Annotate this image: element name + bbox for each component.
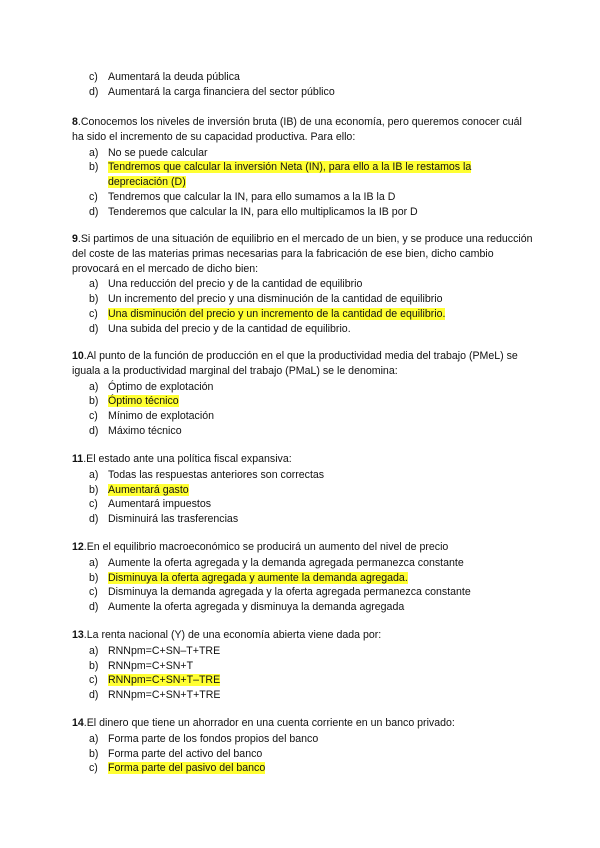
option-text: Forma parte de los fondos propios del banco xyxy=(108,732,319,745)
option-c: c) Tendremos que calcular la IN, para ello sumamos a la IB la D xyxy=(89,190,396,203)
option-c: c) Mínimo de explotación xyxy=(89,410,214,423)
option-text: RNNpm=C+SN+T+TRE xyxy=(108,689,221,702)
question-stem: 9.Si partimos de una situación de equilibrio en el mercado de un bien, y se produce una reducción del coste de las materias primas necesarias para la fabricación de ese bien, dicho cambio provocará en el mercado de dicho bien: xyxy=(72,233,533,275)
option-a: a) Una reducción del precio y de la cantidad de equilibrio xyxy=(89,278,363,291)
option-c: c) Aumentará la deuda pública xyxy=(89,71,240,83)
question-stem: 13.La renta nacional (Y) de una economía abierta viene dada por: xyxy=(72,629,382,641)
question-number: 12 xyxy=(72,541,84,553)
question-10 xyxy=(72,349,534,439)
question-7-continued xyxy=(72,70,534,100)
option-a: a) Aumente la oferta agregada y la demanda agregada permanezca constante xyxy=(89,556,464,569)
option-text: Tenderemos que calcular la IN, para ello multiplicamos la IB por D xyxy=(108,205,418,218)
option-d: d) RNNpm=C+SN+T+TRE xyxy=(89,689,221,702)
option-b: b) Disminuya la oferta agregada y aumente la demanda agregada. xyxy=(89,571,408,584)
options-list xyxy=(72,380,534,439)
option-b: b) Forma parte del activo del banco xyxy=(89,747,263,760)
option-c: c) RNNpm=C+SN+T–TRE xyxy=(89,674,221,687)
option-b: b) Tendremos que calcular la inversión Neta (IN), para ello a la IB le restamos la depreciación (D) xyxy=(89,161,472,189)
option-text-highlighted: Disminuya la oferta agregada y aumente la demanda agregada. xyxy=(108,571,408,584)
question-number: 9 xyxy=(72,233,78,245)
question-number: 10 xyxy=(72,350,84,362)
options-list xyxy=(72,468,534,527)
option-text: Aumente la oferta agregada y disminuya la demanda agregada xyxy=(108,601,405,614)
options-list xyxy=(72,277,534,336)
option-text: RNNpm=C+SN+T xyxy=(108,659,194,672)
option-text: Mínimo de explotación xyxy=(108,410,214,423)
question-number: 14 xyxy=(72,717,84,729)
option-text-highlighted: Una disminución del precio y un incremento de la cantidad de equilibrio. xyxy=(108,307,446,320)
option-text: Aumentará la carga financiera del sector público xyxy=(108,85,335,98)
option-a: a) RNNpm=C+SN–T+TRE xyxy=(89,644,221,657)
option-text: Una subida del precio y de la cantidad de equilibrio. xyxy=(108,322,351,335)
options-list xyxy=(72,644,534,703)
option-d: d) Aumentará la carga financiera del sector público xyxy=(89,85,335,98)
option-text: No se puede calcular xyxy=(108,146,208,159)
option-text: Aumentará impuestos xyxy=(108,498,212,511)
option-b: b) Un incremento del precio y una disminución de la cantidad de equilibrio xyxy=(89,293,443,306)
question-13 xyxy=(72,628,534,703)
options-list xyxy=(72,70,534,100)
option-text-highlighted: Óptimo técnico xyxy=(108,395,179,408)
option-c: c) Aumentará impuestos xyxy=(89,498,212,511)
question-number: 11 xyxy=(72,453,84,465)
option-c: c) Una disminución del precio y un incremento de la cantidad de equilibrio. xyxy=(89,307,446,320)
question-stem: 8.Conocemos los niveles de inversión bruta (IB) de una economía, pero queremos conocer cuál ha sido el incremento de su capacidad productiva. Para ello: xyxy=(72,116,522,143)
option-b: b) Aumentará gasto xyxy=(89,483,189,496)
option-text-highlighted: Aumentará gasto xyxy=(108,483,189,496)
option-text: Máximo técnico xyxy=(108,424,182,437)
option-a: a) No se puede calcular xyxy=(89,146,208,159)
question-11 xyxy=(72,452,534,527)
option-text-highlighted: Tendremos que calcular la inversión Neta (IN), para ello a la IB le restamos la depreciación (D) xyxy=(108,161,472,189)
question-number: 8 xyxy=(72,116,78,128)
option-text: Tendremos que calcular la IN, para ello sumamos a la IB la D xyxy=(108,190,396,203)
option-text: Óptimo de explotación xyxy=(108,380,214,393)
question-stem: 10.Al punto de la función de producción en el que la productividad media del trabajo (PMeL) se iguala a la productividad marginal del trabajo (PMaL) se le denomina: xyxy=(72,350,518,377)
option-text-highlighted: Forma parte del pasivo del banco xyxy=(108,762,266,775)
option-d: d) Aumente la oferta agregada y disminuya la demanda agregada xyxy=(89,601,405,614)
option-d: d) Disminuirá las trasferencias xyxy=(89,513,239,526)
question-8 xyxy=(72,115,534,220)
options-list xyxy=(72,732,534,776)
question-stem: 12.En el equilibrio macroeconómico se producirá un aumento del nivel de precio xyxy=(72,541,449,553)
option-a: a) Óptimo de explotación xyxy=(89,380,214,393)
options-list xyxy=(72,146,534,220)
option-text: Disminuirá las trasferencias xyxy=(108,513,239,526)
option-d: d) Tenderemos que calcular la IN, para ello multiplicamos la IB por D xyxy=(89,205,418,218)
question-stem: 14.El dinero que tiene un ahorrador en una cuenta corriente en un banco privado: xyxy=(72,717,455,729)
question-9 xyxy=(72,232,534,337)
option-text: Un incremento del precio y una disminución de la cantidad de equilibrio xyxy=(108,293,443,306)
option-text: Forma parte del activo del banco xyxy=(108,747,263,760)
option-a: a) Forma parte de los fondos propios del banco xyxy=(89,732,319,745)
option-text: RNNpm=C+SN–T+TRE xyxy=(108,644,221,657)
option-text: Disminuya la demanda agregada y la oferta agregada permanezca constante xyxy=(108,586,471,599)
question-stem: 11.El estado ante una política fiscal expansiva: xyxy=(72,453,292,465)
option-text: Aumente la oferta agregada y la demanda agregada permanezca constante xyxy=(108,556,464,569)
option-text: Aumentará la deuda pública xyxy=(108,71,240,83)
option-b: b) RNNpm=C+SN+T xyxy=(89,659,194,672)
option-d: d) Máximo técnico xyxy=(89,424,182,437)
question-14 xyxy=(72,716,534,776)
option-text: Una reducción del precio y de la cantidad de equilibrio xyxy=(108,278,363,291)
option-text-highlighted: RNNpm=C+SN+T–TRE xyxy=(108,674,221,687)
question-12 xyxy=(72,540,534,615)
question-number: 13 xyxy=(72,629,84,641)
option-b: b) Óptimo técnico xyxy=(89,395,179,408)
option-a: a) Todas las respuestas anteriores son correctas xyxy=(89,468,325,481)
options-list xyxy=(72,556,534,615)
option-c: c) Disminuya la demanda agregada y la oferta agregada permanezca constante xyxy=(89,586,471,599)
option-text: Todas las respuestas anteriores son correctas xyxy=(108,468,325,481)
option-d: d) Una subida del precio y de la cantidad de equilibrio. xyxy=(89,322,351,335)
option-c: c) Forma parte del pasivo del banco xyxy=(89,762,266,775)
